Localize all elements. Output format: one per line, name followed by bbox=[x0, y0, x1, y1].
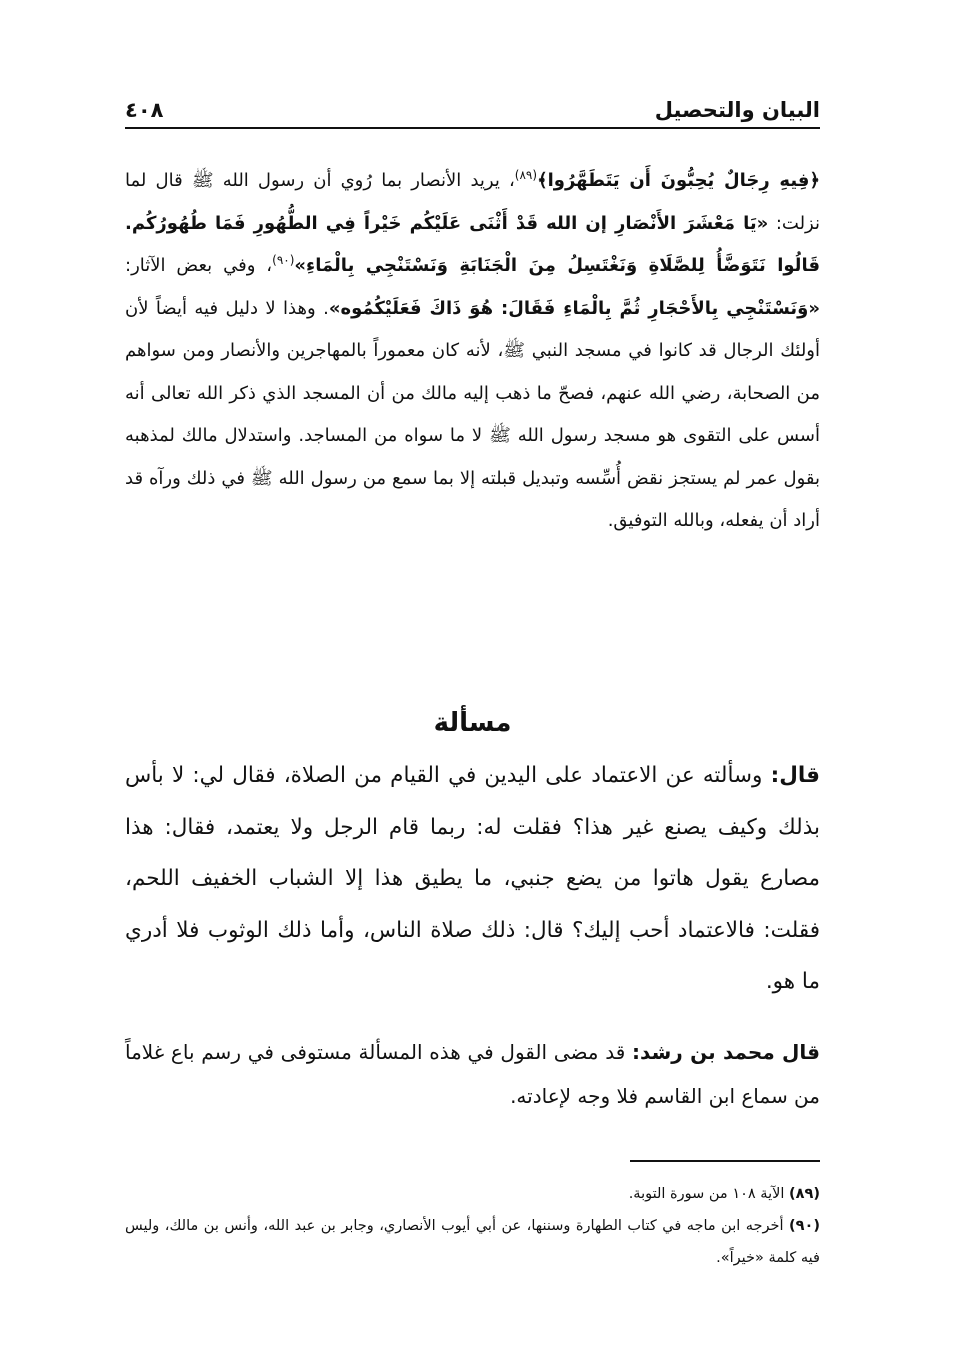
hadith-quote: «يَا مَعْشَرَ الأَنْصَارِ إن الله قَدْ أَثْنَى عَلَيْكُم خَيْراً فِي الطُّهُورِ فَمَا طُهُورُكُم. قَالُوا نَتَوَضَّأُ لِلصَّلَاةِ وَنَغْتَسِلُ مِنَ الْجَنَابَةِ وَنَسْتَنْجِي بِالْمَاءِ» bbox=[125, 212, 820, 276]
section-title: مسألة bbox=[433, 708, 512, 738]
footnote-rule bbox=[630, 1160, 820, 1162]
quran-verse: ﴿فِيهِ رِجَالٌ يُحِبُّونَ أَن يَتَطَهَّرُوا﴾ bbox=[537, 170, 820, 191]
footnotes bbox=[125, 1178, 820, 1274]
paragraph-text: وسألته عن الاعتماد على اليدين في القيام من الصلاة، فقال لي: لا بأس بذلك وكيف يصنع غير هذا؟ فقلت له: ربما قام الرجل ولا يعتمد، فقال: هذا مصارع يقول هاتوا من يضع جنبي، ما يطيق هذا إلا الشباب الخفيف اللحم، فقلت: فالاعتماد أحب إليك؟ قال: ذلك صلاة الناس، وأما ذلك الوثوب فلا أدري ما هو. bbox=[125, 763, 820, 994]
footnote-89 bbox=[125, 1178, 820, 1210]
paragraph-text: قد مضى القول في هذه المسألة مستوفى في رسم باع غلاماً من سماع ابن القاسم فلا وجه لإعادته. bbox=[125, 1040, 820, 1108]
footnote-90 bbox=[125, 1210, 820, 1274]
page-number: ٤٠٨ bbox=[125, 98, 164, 122]
paragraph-commentary-ibn-rushd bbox=[125, 1030, 820, 1118]
footnote-ref-90[interactable]: (٩٠) bbox=[272, 253, 295, 267]
paragraph-question bbox=[125, 750, 820, 1008]
speaker-label: قال محمد بن رشد: bbox=[632, 1040, 821, 1064]
footnote-text: الآية ١٠٨ من سورة التوبة. bbox=[628, 1186, 790, 1202]
speaker-label: قال: bbox=[770, 763, 820, 788]
footnote-text: أخرجه ابن ماجه في كتاب الطهارة وسننها، عن أبي أيوب الأنصاري، وجابر بن عبد الله، وأنس بن مالك، وليس فيه كلمة «خيراً». bbox=[125, 1218, 820, 1266]
paragraph-text: . وهذا لا دليل فيه أيضاً لأن أولئك الرجال قد كانوا في مسجد النبي ﷺ، لأنه كان معموراً بالمهاجرين والأنصار ومن سواهم من الصحابة، رضي الله عنهم، فصحّ ما ذهب إليه مالك من أن المسجد الذي ذكر الله تعالى أنه أسس على التقوى هو مسجد رسول الله ﷺ لا ما سواه من المساجد. واستدلال مالك لمذهبه بقول عمر لم يستجز نقض أُسِّسه وتبديل قبلته إلا بما سمع من رسول الله ﷺ في ذلك ورآه قد أراد أن يفعله، وبالله التوفيق. bbox=[125, 297, 820, 531]
paragraph-text: ، وفي بعض الآثار: bbox=[125, 255, 273, 276]
footnote-number: (٨٩) bbox=[789, 1186, 820, 1202]
running-title: البيان والتحصيل bbox=[654, 98, 820, 122]
footnote-number: (٩٠) bbox=[789, 1218, 820, 1234]
footnote-ref-89[interactable]: (٨٩) bbox=[514, 168, 538, 182]
header-rule bbox=[125, 127, 820, 129]
paragraph-text: ، يريد الأنصار بما رُوي أن رسول الله ﷺ قال لما نزلت: bbox=[125, 170, 820, 234]
paragraph-commentary bbox=[125, 160, 820, 543]
page-header bbox=[125, 92, 820, 132]
hadith-quote: «وَنَسْتَنْجِي بِالأَحْجَارِ ثُمَّ بِالْمَاءِ فَقَالَ: هُوَ ذَاكَ فَعَلَيْكُمُوه» bbox=[328, 297, 820, 319]
